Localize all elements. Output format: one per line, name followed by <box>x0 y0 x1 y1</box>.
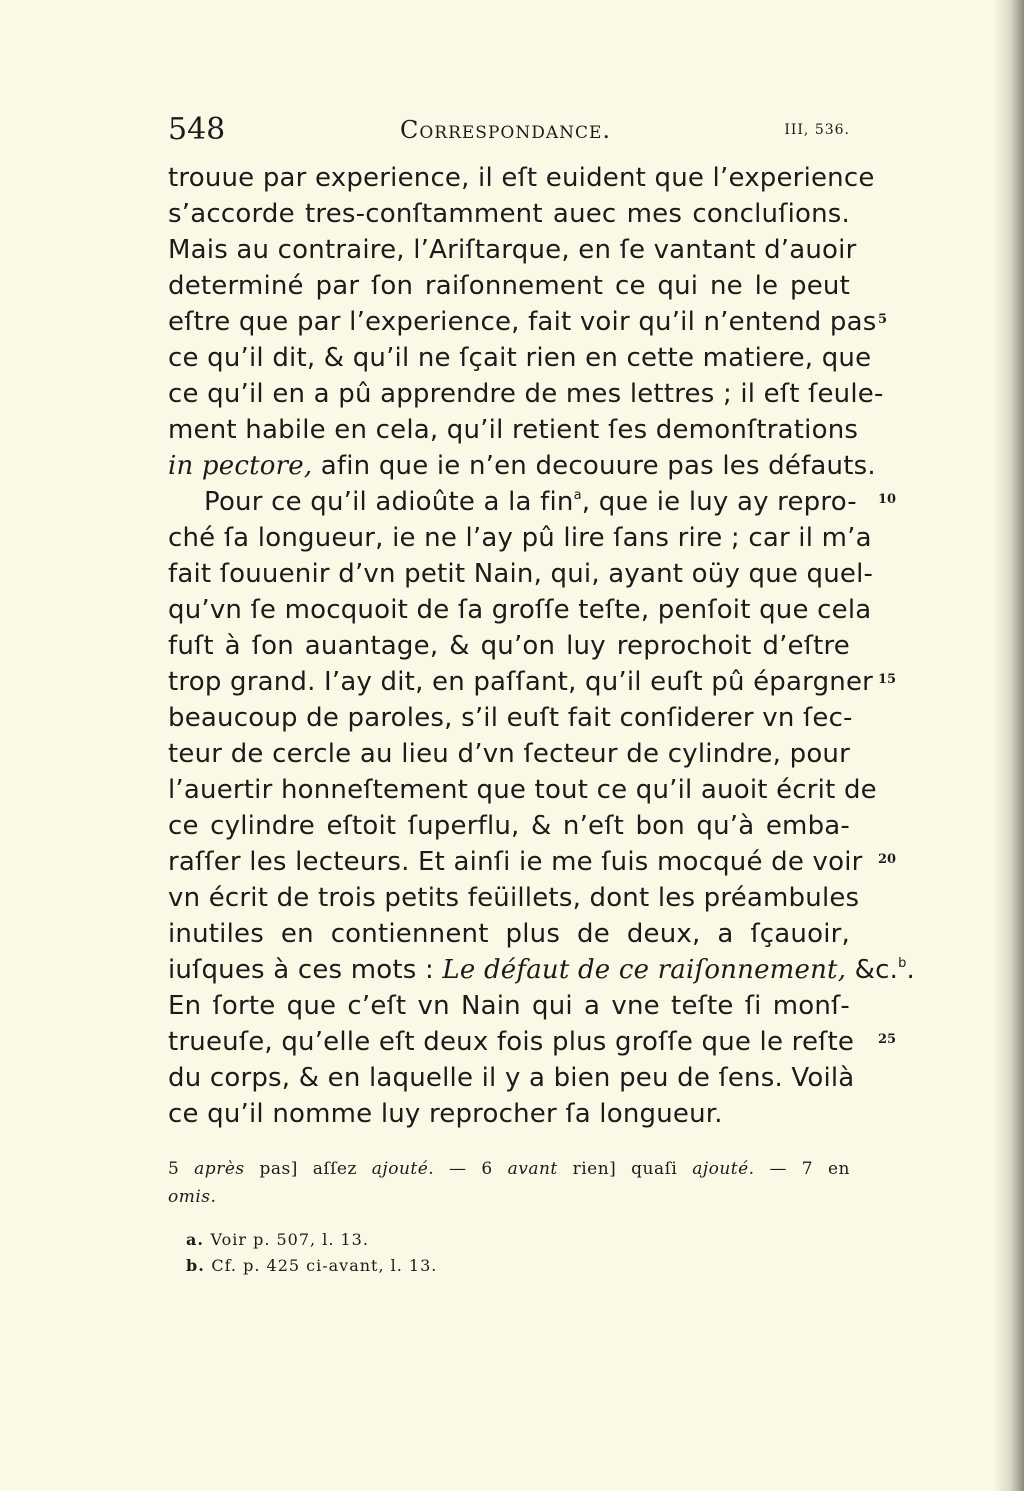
text-line <box>168 628 850 664</box>
italic-text: ajouté. <box>692 1159 755 1179</box>
text-line <box>168 268 850 304</box>
text-run: ce cylindre eſtoit ſuperflu, & n’eſt bon qu’à emba- <box>168 811 850 841</box>
footnote-marker: a <box>573 488 582 503</box>
text-line <box>168 1096 850 1132</box>
text-line <box>168 448 876 484</box>
volume-reference: III, 536. <box>784 122 850 138</box>
italic-text: après <box>194 1159 245 1179</box>
page-number: 548 <box>168 112 226 147</box>
text-run: vn écrit de trois petits feüillets, dont les préambules <box>168 883 860 913</box>
text-line <box>168 772 877 808</box>
text-line <box>168 1024 855 1060</box>
text-run: iuſques à ces mots : <box>168 955 443 985</box>
italic-text: in pectore, <box>168 451 313 481</box>
text-run: ce qu’il dit, & qu’il ne ſçait rien en cette matiere, que <box>168 343 872 373</box>
text-run: ché ſa longueur, ie ne l’ay pû lire ſans rire ; car il m’a <box>168 523 872 553</box>
text-run: afin que ie n’en decouure pas les défauts. <box>312 451 876 481</box>
text-line <box>168 916 850 952</box>
text-run: ce qu’il en a pû apprendre de mes lettres ; il eſt ſeule- <box>168 379 884 409</box>
text-run: l’auertir honneſtement que tout ce qu’il auoit écrit de <box>168 775 877 805</box>
text-line <box>168 412 859 448</box>
text-line <box>168 196 850 232</box>
text-run: ce qu’il nomme luy reprocher ſa longueur. <box>168 1099 723 1129</box>
variant-line <box>168 1183 850 1211</box>
text-line <box>168 340 872 376</box>
text-run: 5 <box>168 1159 195 1179</box>
text-run: determiné par ſon raiſonnement ce qui ne le peut <box>168 271 850 301</box>
text-run: trouue par experience, il eſt euident que l’experience <box>168 163 875 193</box>
line-number: 5 <box>878 312 888 327</box>
text-line <box>168 232 857 268</box>
text-run: ment habile en cela, qu’il retient ſes demonſtrations <box>168 415 859 445</box>
text-line <box>168 556 874 592</box>
text-run: teur de cercle au lieu d’vn ſecteur de cylindre, pour <box>168 739 850 769</box>
italic-text: avant <box>507 1159 558 1179</box>
text-run: &c. <box>846 955 899 985</box>
text-line <box>168 592 872 628</box>
text-run: trueuſe, qu’elle eſt deux fois plus groſſe que le reſte <box>168 1027 855 1057</box>
footnote-marker: b <box>898 956 907 971</box>
text-line <box>168 484 857 520</box>
text-run: fait ſouuenir d’vn petit Nain, qui, ayant oüy que quel- <box>168 559 874 589</box>
italic-text: omis. <box>168 1187 217 1207</box>
italic-text: Le défaut de ce raiſonnement, <box>442 955 847 985</box>
text-run: inutiles en contiennent plus de deux, a ſçauoir, <box>168 919 850 949</box>
running-header <box>168 112 850 152</box>
text-run: eſtre que par l’experience, fait voir qu’il n’entend pas <box>168 307 877 337</box>
text-line <box>168 952 915 988</box>
text-run: qu’vn ſe mocquoit de ſa groſſe teſte, penſoit que cela <box>168 595 872 625</box>
textual-variants <box>168 1155 850 1211</box>
page-edge-shadow <box>994 0 1024 1491</box>
line-number: 10 <box>878 492 897 507</box>
footnote-mark: a. <box>186 1230 211 1249</box>
footnote <box>186 1227 846 1253</box>
italic-text: ajouté. <box>371 1159 435 1179</box>
footnotes <box>186 1227 846 1279</box>
line-number: 15 <box>878 672 897 687</box>
text-line <box>168 988 850 1024</box>
text-line <box>168 880 860 916</box>
text-run: rien] quaſi <box>557 1159 693 1179</box>
text-run: — 6 <box>434 1159 508 1179</box>
footnote-mark: b. <box>186 1256 212 1275</box>
text-run: En ſorte que c’eſt vn Nain qui a vne teſte ſi monſ- <box>168 991 850 1021</box>
text-run: raſſer les lecteurs. Et ainſi ie me ſuis mocqué de voir <box>168 847 863 877</box>
text-line <box>168 520 872 556</box>
footnote-text: Voir p. 507, l. 13. <box>210 1230 369 1249</box>
text-line <box>168 808 850 844</box>
text-run: pas] aſſez <box>244 1159 372 1179</box>
text-line <box>168 1060 855 1096</box>
text-run: . <box>906 955 915 985</box>
variant-line <box>168 1155 850 1183</box>
line-number: 20 <box>878 852 897 867</box>
text-run: beaucoup de paroles, s’il euſt fait conſiderer vn ſec- <box>168 703 853 733</box>
text-run: Pour ce qu’il adioûte a la fin <box>204 487 574 517</box>
running-title: Correspondance. <box>400 116 612 144</box>
text-run: fuſt à ſon auantage, & qu’on luy reprochoit d’eſtre <box>168 631 850 661</box>
footnote-text: Cf. p. 425 ci-avant, l. 13. <box>211 1256 438 1275</box>
text-run: , que ie luy ay repro- <box>581 487 857 517</box>
text-line <box>168 700 853 736</box>
text-run: Mais au contraire, l’Ariſtarque, en ſe vantant d’auoir <box>168 235 857 265</box>
text-line <box>168 304 877 340</box>
text-line <box>168 376 884 412</box>
text-line <box>168 844 863 880</box>
text-run: — 7 en <box>754 1159 850 1179</box>
line-number: 25 <box>878 1032 897 1047</box>
text-run: trop grand. I’ay dit, en paſſant, qu’il euſt pû épargner <box>168 667 874 697</box>
text-line <box>168 736 850 772</box>
text-run: du corps, & en laquelle il y a bien peu de ſens. Voilà <box>168 1063 855 1093</box>
text-line <box>168 160 875 196</box>
text-line <box>168 664 874 700</box>
footnote <box>186 1253 846 1279</box>
text-run: s’accorde tres-conſtamment auec mes concluſions. <box>168 199 850 229</box>
